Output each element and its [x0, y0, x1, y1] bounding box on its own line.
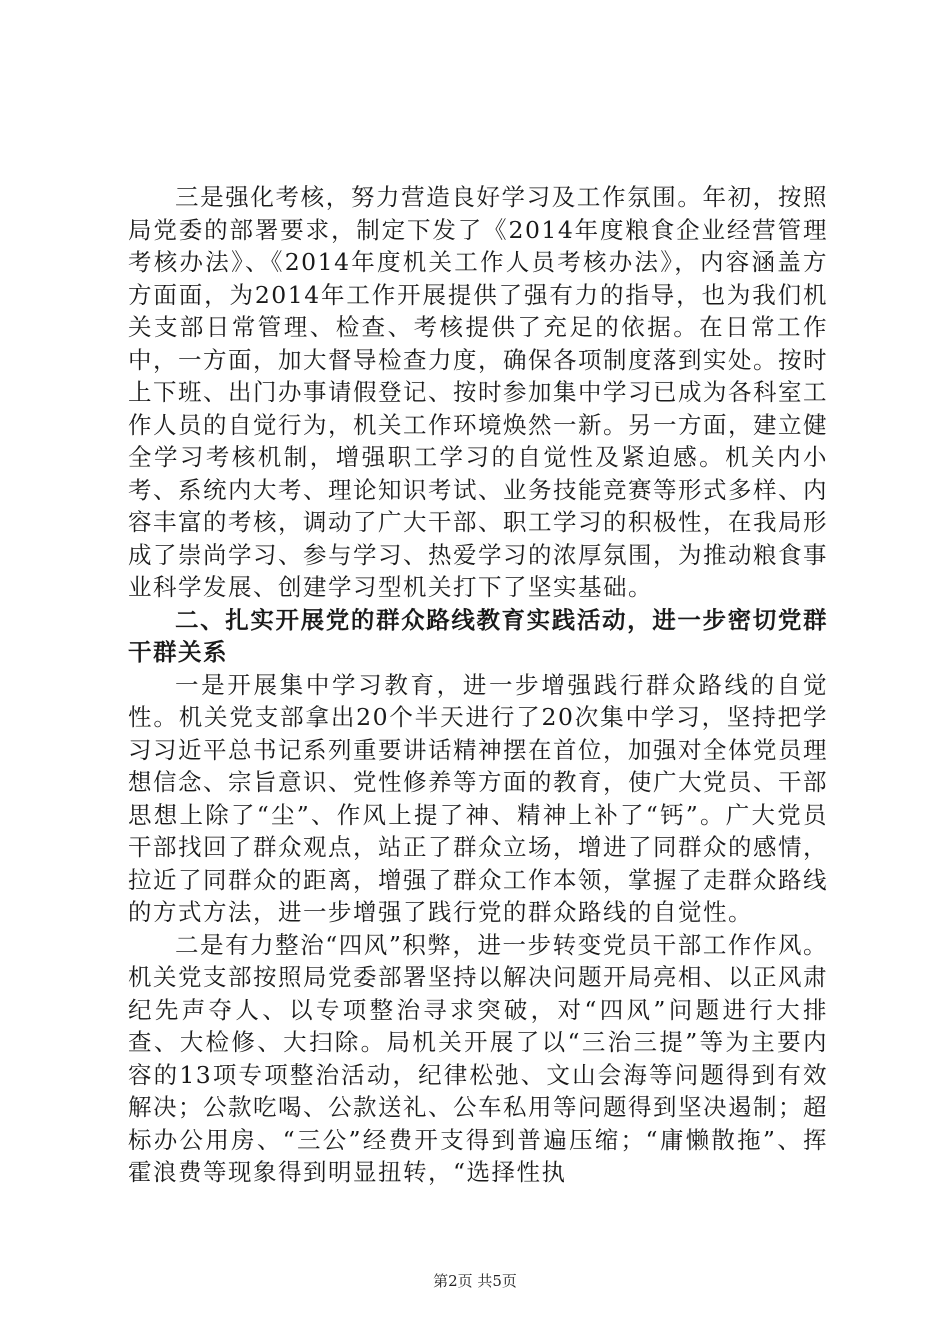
section-heading-mass-line: 二、扎实开展党的群众路线教育实践活动，进一步密切党群干群关系: [128, 605, 828, 666]
paragraph-assessment: 三是强化考核，努力营造良好学习及工作氛围。年初，按照局党委的部署要求，制定下发了《2014年度粮食企业经营管理考核办法》、《2014年度机关工作人员考核办法》，内容涵盖方方面面，为2014年工作开展提供了强有力的指导，也为我们机关支部日常管理、检查、考核提供了充足的依据。在日常工作中，一方面，加大督导检查力度，确保各项制度落到实处。按时上下班、出门办事请假登记、按时参加集中学习已成为各科室工作人员的自觉行为，机关工作环境焕然一新。另一方面，建立健全学习考核机制，增强职工学习的自觉性及紧迫感。机关内小考、系统内大考、理论知识考试、业务技能竞赛等形式多样、内容丰富的考核，调动了广大干部、职工学习的积极性，在我局形成了崇尚学习、参与学习、热爱学习的浓厚氛围，为推动粮食事业科学发展、创建学习型机关打下了坚实基础。: [128, 183, 828, 601]
document-body: [128, 181, 828, 1189]
paragraph-study-education: 一是开展集中学习教育，进一步增强践行群众路线的自觉性。机关党支部拿出20个半天进行了20次集中学习，坚持把学习习近平总书记系列重要讲话精神摆在首位，加强对全体党员理想信念、宗旨意识、党性修养等方面的教育，使广大党员、干部思想上除了“尘”、作风上提了神、精神上补了“钙”。广大党员干部找回了群众观点，站正了群众立场，增进了同群众的感情，拉近了同群众的距离，增强了群众工作本领，掌握了走群众路线的方式方法，进一步增强了践行党的群众路线的自觉性。: [128, 670, 828, 926]
paragraph-four-winds: 二是有力整治“四风”积弊，进一步转变党员干部工作作风。机关党支部按照局党委部署坚持以解决问题开局亮相、以正风肃纪先声夺人、以专项整治寻求突破，对“四风”问题进行大排查、大检修、大扫除。局机关开展了以“三治三提”等为主要内容的13项专项整治活动，纪律松弛、文山会海等问题得到有效解决；公款吃喝、公款送礼、公车私用等问题得到坚决遏制；超标办公用房、“三公”经费开支得到普遍压缩；“庸懒散拖”、挥霍浪费等现象得到明显扭转，“选择性执: [128, 930, 828, 1186]
page-number-footer: 第2页 共5页: [433, 1272, 517, 1290]
